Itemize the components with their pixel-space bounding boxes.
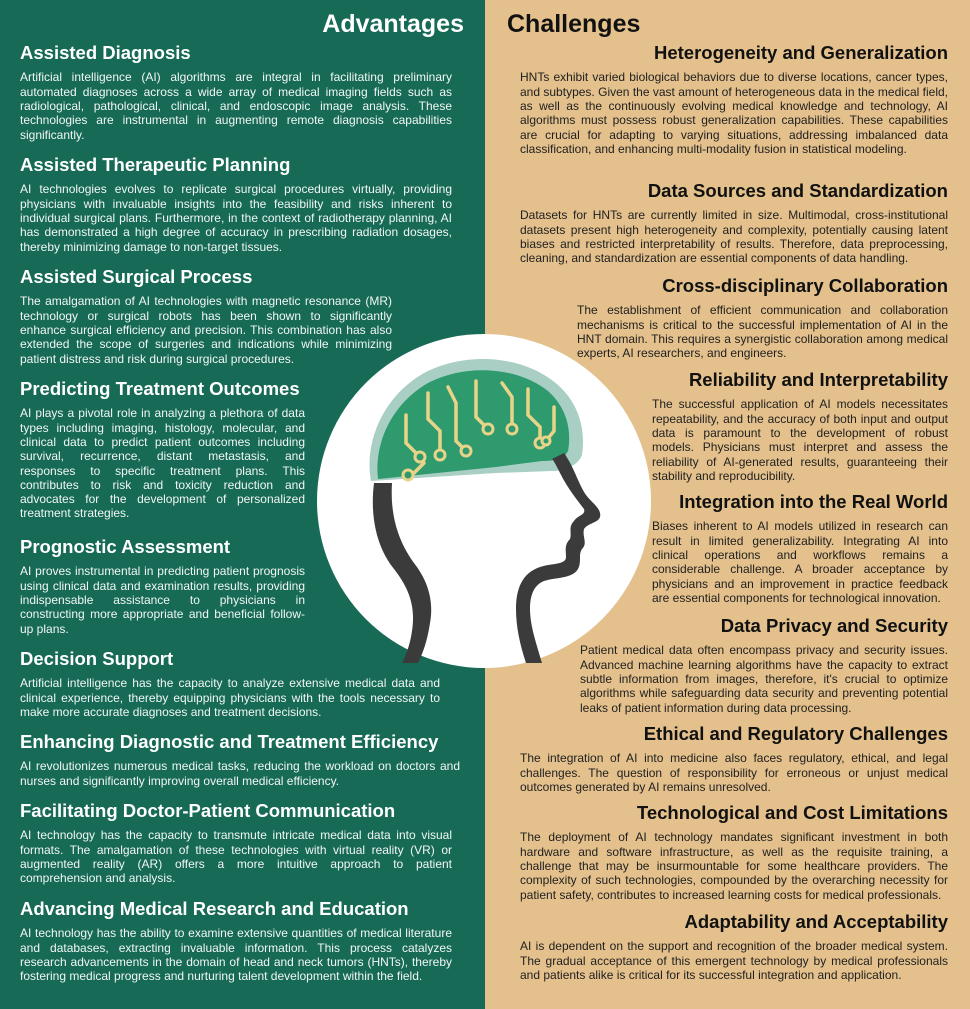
advantage-title: Assisted Diagnosis [20, 42, 191, 63]
advantage-item [20, 43, 452, 142]
advantage-title: Prognostic Assessment [20, 536, 231, 557]
challenge-item [520, 912, 948, 982]
challenge-item [520, 724, 948, 794]
challenge-text: The successful application of AI models necessitates repeatability, and the accuracy of both input and output data is paramount to the development of robust models. Physicians must interpret and assess the reliability of AI-generated results, guaranteeing their stability and reproducibility. [652, 397, 948, 483]
advantage-text: The amalgamation of AI technologies with magnetic resonance (MR) technology or surgical robots has been shown to significantly enhance surgical efficiency and precision. This combination has also extended the scope of surgeries and indications while minimizing patient distress and risk during surgical procedures. [20, 294, 392, 366]
advantage-title: Assisted Surgical Process [20, 266, 253, 287]
advantage-text: Artificial intelligence (AI) algorithms are integral in facilitating preliminary automated diagnoses across a wide array of medical imaging fields such as radiological, pathological, clinical, and endoscopic image analysis. These technologies are instrumental in augmenting remote diagnosis capabilities significantly. [20, 70, 452, 142]
advantage-title: Advancing Medical Research and Education [20, 898, 409, 919]
challenges-heading: Challenges [507, 10, 641, 38]
advantage-title: Assisted Therapeutic Planning [20, 154, 291, 175]
advantage-item [20, 537, 305, 636]
advantages-heading: Advantages [322, 10, 464, 38]
advantage-item [20, 801, 452, 886]
advantage-text: AI technology has the capacity to transmute intricate medical data into visual formats. The amalgamation of these technologies with virtual reality (VR) or augmented reality (AR) offers a more intuitive approach to patient comprehension and analysis. [20, 828, 452, 886]
advantage-title: Predicting Treatment Outcomes [20, 378, 300, 399]
challenge-title: Cross-disciplinary Collaboration [662, 275, 948, 296]
challenge-text: Datasets for HNTs are currently limited in size. Multimodal, cross-institutional datasets present high heterogeneity and complexity, potentially causing latent biases and restricted interpretability of results. Therefore, data preprocessing, cleaning, and standardization are essential components of data handling. [520, 208, 948, 266]
advantage-text: Artificial intelligence has the capacity to analyze extensive medical data and clinical experience, thereby equipping physicians with the tools necessary to make more accurate diagnoses and treatment decisions. [20, 676, 440, 719]
challenge-text: The integration of AI into medicine also faces regulatory, ethical, and legal challenges. The question of responsibility for erroneous or unjust medical outcomes generated by AI remains unresolved. [520, 751, 948, 794]
challenge-title: Integration into the Real World [679, 491, 948, 512]
advantage-text: AI proves instrumental in predicting patient prognosis using clinical data and examination results, providing indispensable assistance to physicians in constructing more appropriate and beneficial follow-up plans. [20, 564, 305, 636]
challenge-item [520, 43, 948, 156]
advantage-text: AI technology has the ability to examine extensive quantities of medical literature and databases, extracting invaluable information. This process catalyzes research advancements in the domain of head and neck tumors (HNTs), thereby fostering medical progress and nurturing talent development within the field. [20, 926, 452, 984]
advantage-title: Decision Support [20, 648, 174, 669]
challenge-text: The deployment of AI technology mandates significant investment in both hardware and software infrastructure, as well as the requisite training, a challenge that may be insurmountable for some healthcare providers. The complexity of such technologies, compounded by the overarching necessity for patient safety, contributes to increased learning costs for medical professionals. [520, 830, 948, 902]
challenge-title: Data Privacy and Security [720, 615, 948, 636]
challenge-item [520, 803, 948, 902]
challenge-text: The establishment of efficient communication and collaboration mechanisms is critical to the successful implementation of AI in the HNT domain. This requires a synergistic collaboration among medical experts, AI researchers, and engineers. [577, 303, 948, 361]
challenge-text: Biases inherent to AI models utilized in research can result in limited generalizability. Integrating AI into clinical operations and workflows remains a considerable challenge. A broader acceptance by physicians and an improvement in practice feedback are essential components for technological innovation. [652, 519, 948, 605]
challenge-text: AI is dependent on the support and recognition of the broader medical system. The gradual acceptance of this emergent technology by medical professionals and patients alike is critical for its successful integration and application. [520, 939, 948, 982]
challenge-item [652, 492, 948, 605]
challenge-text: HNTs exhibit varied biological behaviors due to diverse locations, cancer types, and subtypes. Given the vast amount of heterogeneous data in the medical field, as well as the continuously evolving medical knowledge and technology, AI algorithms must possess robust generalization capabilities. These capabilities are crucial for adapting to varying situations, addressing imbalanced data classification, and enhancing multi-modality fusion in statistical modeling. [520, 70, 948, 156]
advantage-item [20, 155, 452, 254]
advantage-text: AI revolutionizes numerous medical tasks, reducing the workload on doctors and nurses and significantly improving overall medical efficiency. [20, 759, 460, 788]
advantage-title: Facilitating Doctor-Patient Communication [20, 800, 396, 821]
advantage-text: AI plays a pivotal role in analyzing a plethora of data types including imaging, histology, molecular, and clinical data to predict patient outcomes including survival, recurrence, distant metastasis, and responses to specific treatment plans. This contributes to risk and toxicity reduction and advocates for the development of personalized treatment strategies. [20, 406, 305, 521]
ai-head-illustration [316, 333, 652, 669]
challenge-title: Reliability and Interpretability [688, 369, 948, 390]
challenge-item [520, 181, 948, 266]
advantage-item [20, 732, 460, 788]
challenge-title: Heterogeneity and Generalization [653, 42, 948, 63]
advantage-item [20, 379, 305, 521]
advantage-title: Enhancing Diagnostic and Treatment Efficiency [20, 731, 439, 752]
challenge-title: Ethical and Regulatory Challenges [643, 723, 948, 744]
challenge-item [652, 370, 948, 483]
challenge-title: Technological and Cost Limitations [636, 802, 948, 823]
advantage-text: AI technologies evolves to replicate surgical procedures virtually, providing physicians with invaluable insights into the feasibility and risks inherent to individual surgical plans. Furthermore, in the context of radiotherapy planning, AI has demonstrated a high degree of accuracy in prescribing radiation dosages, thereby minimizing damage to non-target tissues. [20, 182, 452, 254]
challenge-title: Data Sources and Standardization [647, 180, 948, 201]
challenge-title: Adaptability and Acceptability [684, 911, 948, 932]
advantage-item [20, 899, 452, 984]
challenge-text: Patient medical data often encompass privacy and security issues. Advanced machine learning algorithms have the capacity to extract subtle information from images, therefore, it's crucial to optimize algorithms while safeguarding data security and preventing potential leaks of patient information during data processing. [580, 643, 948, 715]
